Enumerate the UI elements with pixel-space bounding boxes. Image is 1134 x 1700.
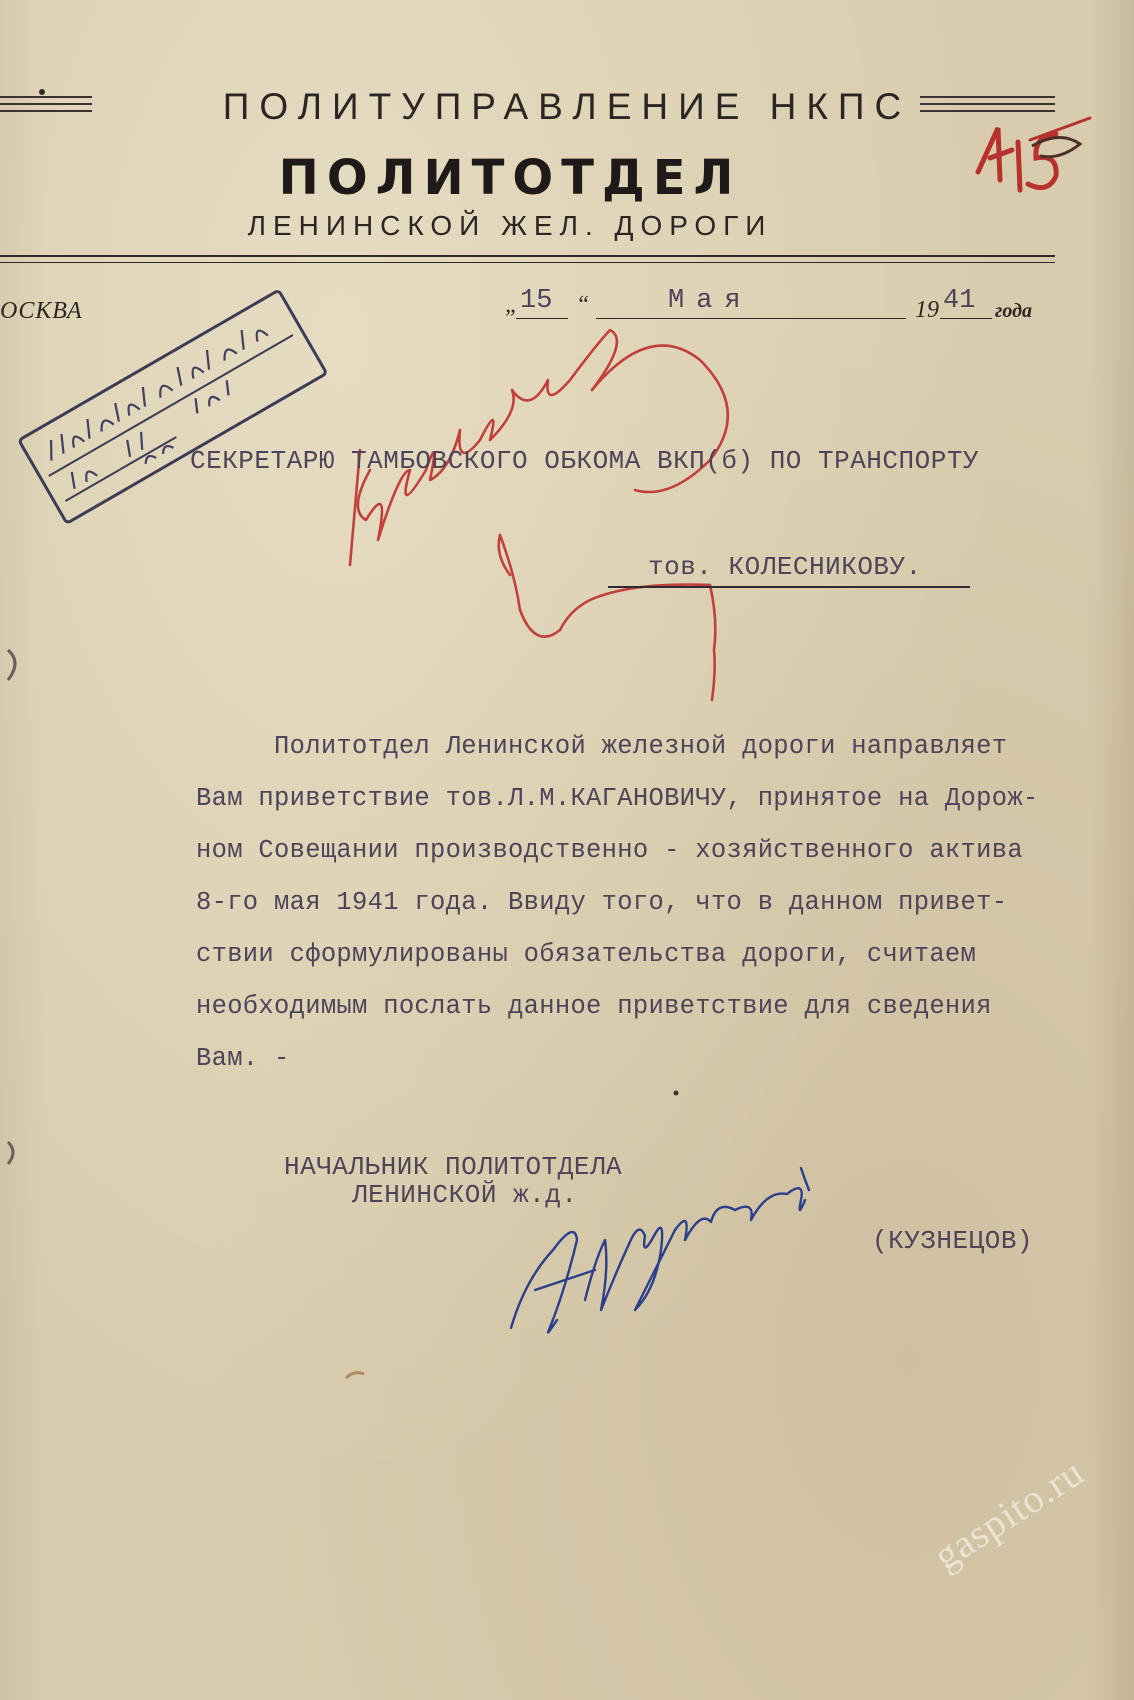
year-word: года [995, 300, 1033, 322]
date-day: 15 [520, 286, 553, 316]
letterhead-department: ПОЛИТОТДЕЛ [278, 150, 742, 206]
city-label: ОСКВА [0, 298, 83, 324]
date-open-quote: „ [505, 292, 519, 318]
body-line-5: ствии сформулированы обязательства дороги, считаем [196, 940, 977, 969]
year-suffix: 41 [943, 286, 976, 316]
addressee-line: СЕКРЕТАРЮ ТАМБОВСКОГО ОБКОМА ВКП(б) ПО ТРАНСПОРТУ [190, 446, 980, 476]
date-close-quote: “ [576, 292, 590, 318]
body-line-3: ном Совещании производственно - хозяйственного актива [196, 836, 1023, 865]
letterhead-organization: ПОЛИТУПРАВЛЕНИЕ НКПС [222, 86, 912, 127]
body-line-6: необходимым послать данное приветствие для сведения [196, 992, 992, 1021]
body-line-7: Вам. - [196, 1044, 290, 1073]
body-line-1: Политотдел Ленинской железной дороги направляет [196, 732, 1008, 761]
signatory-name: (КУЗНЕЦОВ) [872, 1226, 1034, 1256]
body-line-4: 8-го мая 1941 года. Ввиду того, что в данном привет- [196, 888, 1008, 917]
signatory-title-road: ЛЕНИНСКОЙ ж.д. [352, 1180, 578, 1210]
watermark-text: gaspito.ru [925, 1448, 1092, 1579]
signatory-title: НАЧАЛЬНИК ПОЛИТОТДЕЛА [284, 1152, 623, 1182]
date-month: Мая [668, 286, 753, 316]
year-prefix: 19 [915, 297, 939, 323]
body-line-2: Вам приветствие тов.Л.М.КАГАНОВИЧУ, принятое на Дорож- [196, 784, 1039, 813]
addressee-name: тов. КОЛЕСНИКОВУ. [648, 552, 922, 582]
letterhead-road: ЛЕНИНСКОЙ ЖЕЛ. ДОРОГИ [247, 210, 773, 241]
